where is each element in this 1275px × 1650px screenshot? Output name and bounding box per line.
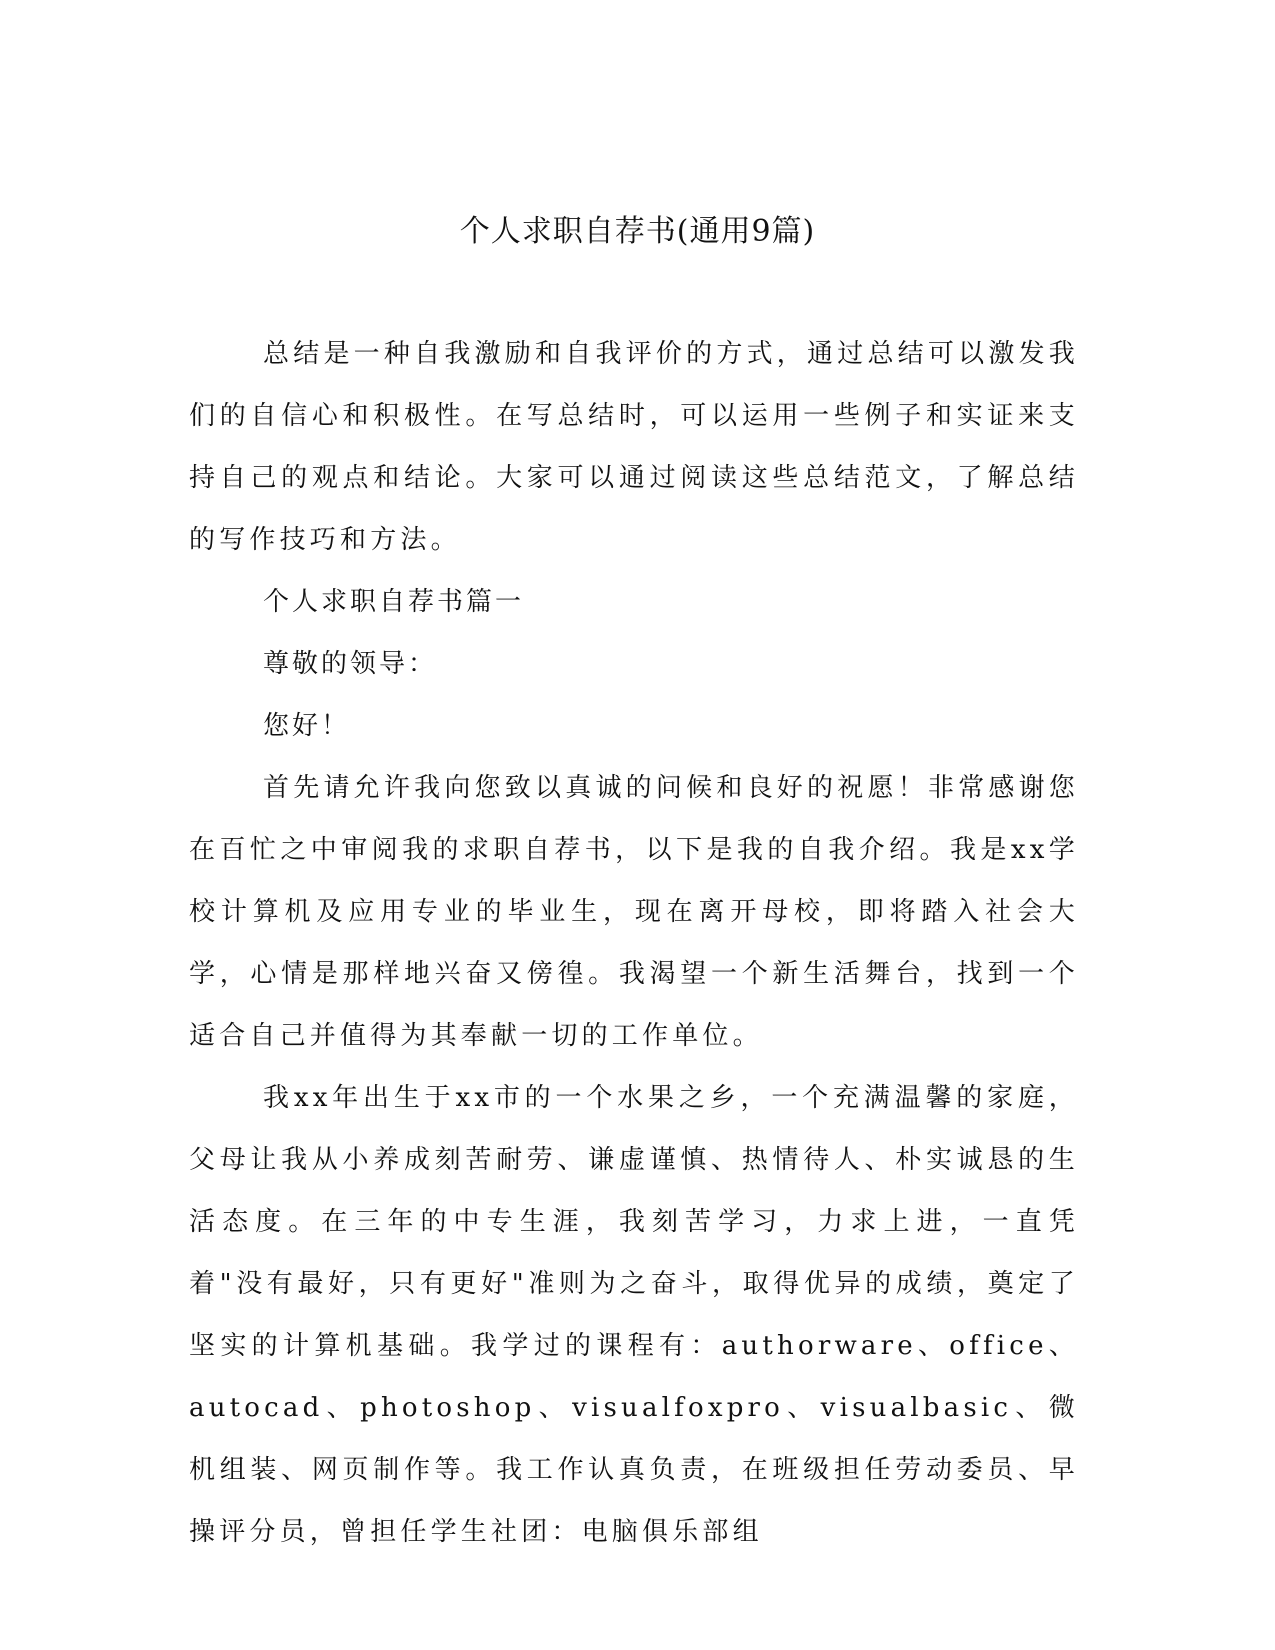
section-heading: 个人求职自荐书篇一 [263,587,525,617]
document-title: 个人求职自荐书(通用9篇) [459,214,816,249]
document-body [189,323,1079,1563]
salutation: 尊敬的领导： [263,649,438,679]
greeting: 您好！ [263,711,351,741]
body-paragraph: 我xx年出生于xx市的一个水果之乡，一个充满温馨的家庭，父母让我从小养成刻苦耐劳、谦虚谨慎、热情待人、朴实诚恳的生活态度。在三年的中专生涯，我刻苦学习，力求上进，一直凭着"没有最好，只有更好"准则为之奋斗，取得优异的成绩，奠定了坚实的计算机基础。我学过的课程有：authorware、office、autocad、photoshop、visualfoxpro、visualbasic、微机组装、网页制作等。我工作认真负责，在班级担任劳动委员、早操评分员，曾担任学生社团：电脑俱乐部组 [189,1083,1079,1547]
intro-paragraph: 总结是一种自我激励和自我评价的方式，通过总结可以激发我们的自信心和积极性。在写总结时，可以运用一些例子和实证来支持自己的观点和结论。大家可以通过阅读这些总结范文，了解总结的写作技巧和方法。 [189,339,1079,555]
body-paragraph: 首先请允许我向您致以真诚的问候和良好的祝愿！非常感谢您在百忙之中审阅我的求职自荐书，以下是我的自我介绍。我是xx学校计算机及应用专业的毕业生，现在离开母校，即将踏入社会大学，心情是那样地兴奋又傍徨。我渴望一个新生活舞台，找到一个适合自己并值得为其奉献一切的工作单位。 [189,773,1079,1051]
